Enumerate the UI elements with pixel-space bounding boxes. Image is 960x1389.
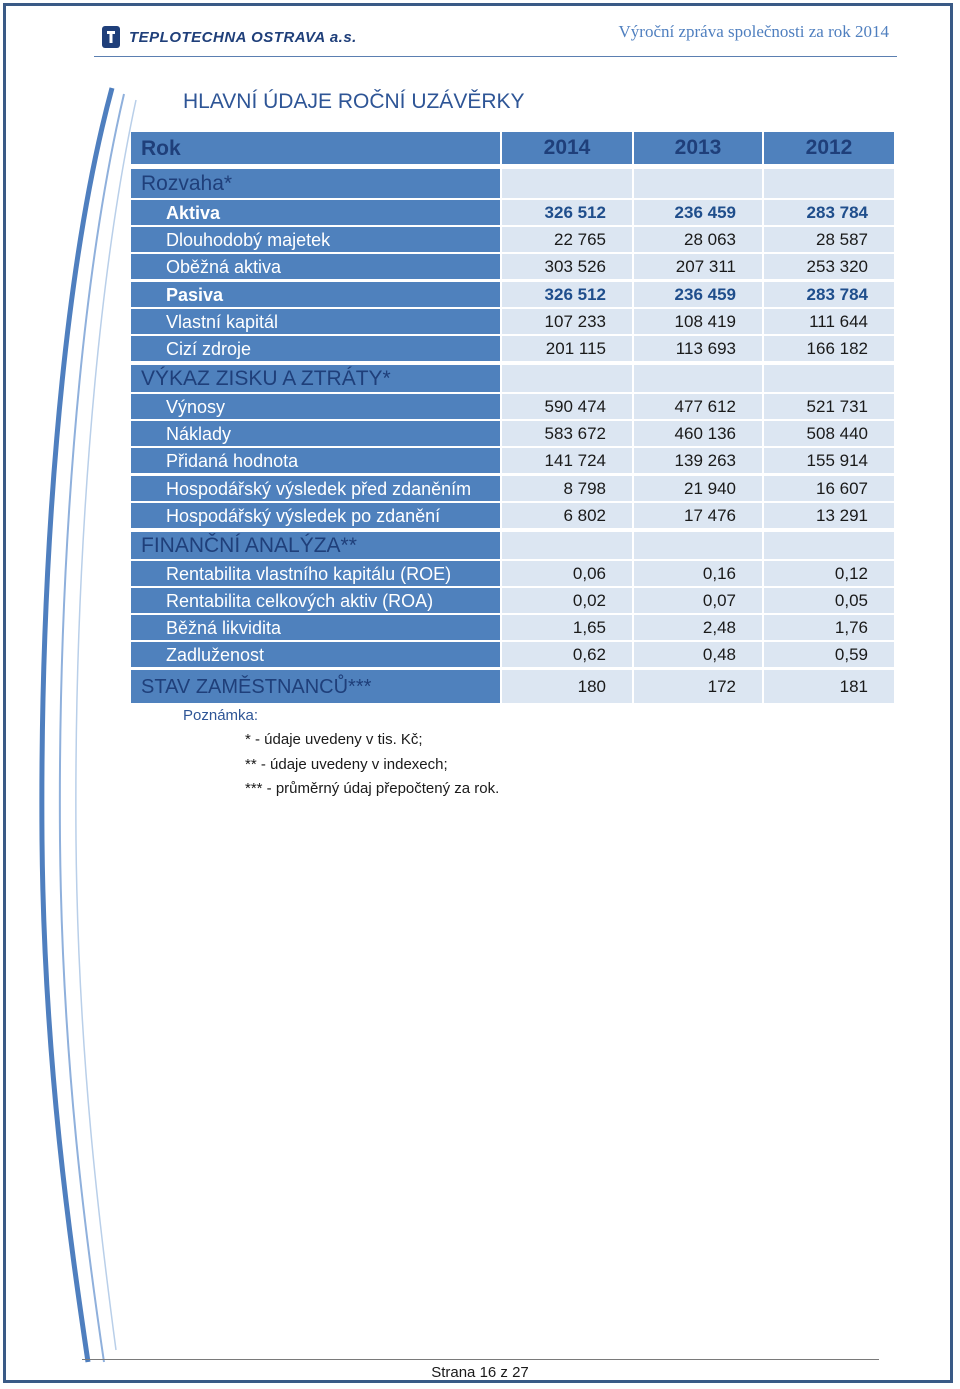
table-row [131, 532, 894, 559]
value-cell: 107 233 [502, 309, 632, 334]
note-line: *** - průměrný údaj přepočtený za rok. [245, 780, 500, 797]
value-cell: 583 672 [502, 421, 632, 446]
value-cell: 236 459 [634, 200, 762, 225]
value-cell [764, 365, 894, 392]
value-cell: 0,06 [502, 561, 632, 586]
row-label: Výnosy [131, 394, 500, 419]
value-cell: 207 311 [634, 254, 762, 279]
value-cell: 155 914 [764, 448, 894, 473]
row-label: Rozvaha* [131, 169, 500, 198]
year-header-cell: 2013 [634, 132, 762, 164]
value-cell: 2,48 [634, 615, 762, 640]
row-label: Dlouhodobý majetek [131, 227, 500, 252]
notes-title: Poznámka: [183, 707, 259, 724]
value-cell: 22 765 [502, 227, 632, 252]
value-cell: 13 291 [764, 503, 894, 528]
value-cell: 181 [764, 670, 894, 703]
value-cell: 0,59 [764, 642, 894, 667]
table-row [131, 227, 894, 252]
value-cell: 326 512 [502, 282, 632, 307]
value-cell: 477 612 [634, 394, 762, 419]
value-cell: 0,62 [502, 642, 632, 667]
table-row [131, 561, 894, 586]
value-cell: 326 512 [502, 200, 632, 225]
value-cell [634, 365, 762, 392]
value-cell: 180 [502, 670, 632, 703]
value-cell: 0,48 [634, 642, 762, 667]
page-number: Strana 16 z 27 [431, 1364, 529, 1381]
company-name: TEPLOTECHNA OSTRAVA a.s. [129, 28, 357, 46]
value-cell [634, 532, 762, 559]
value-cell: 28 587 [764, 227, 894, 252]
row-label: Rentabilita vlastního kapitálu (ROE) [131, 561, 500, 586]
value-cell: 0,12 [764, 561, 894, 586]
row-label: Cizí zdroje [131, 336, 500, 361]
table-row [131, 200, 894, 225]
row-label: Přidaná hodnota [131, 448, 500, 473]
footer-divider [82, 1359, 879, 1360]
value-cell: 0,07 [634, 588, 762, 613]
year-header-cell: 2014 [502, 132, 632, 164]
value-cell: 16 607 [764, 476, 894, 501]
row-label: FINANČNÍ ANALÝZA** [131, 532, 500, 559]
table-row [131, 394, 894, 419]
value-cell: 0,05 [764, 588, 894, 613]
value-cell: 8 798 [502, 476, 632, 501]
note-line: ** - údaje uvedeny v indexech; [245, 756, 448, 773]
value-cell: 166 182 [764, 336, 894, 361]
value-cell [502, 532, 632, 559]
table-row [131, 254, 894, 279]
table-row [131, 421, 894, 446]
value-cell [634, 169, 762, 198]
row-label: STAV ZAMĚSTNANCŮ*** [131, 670, 500, 703]
row-label: Běžná likvidita [131, 615, 500, 640]
value-cell: 141 724 [502, 448, 632, 473]
company-logo [101, 24, 357, 50]
report-title: Výroční zpráva společnosti za rok 2014 [618, 22, 889, 41]
value-cell: 303 526 [502, 254, 632, 279]
value-cell: 21 940 [634, 476, 762, 501]
table-row [131, 448, 894, 473]
row-label: Vlastní kapitál [131, 309, 500, 334]
table-header-row [131, 132, 894, 164]
value-cell [502, 169, 632, 198]
table-row [131, 503, 894, 528]
value-cell: 0,02 [502, 588, 632, 613]
value-cell: 28 063 [634, 227, 762, 252]
value-cell: 283 784 [764, 200, 894, 225]
value-cell: 460 136 [634, 421, 762, 446]
value-cell: 1,65 [502, 615, 632, 640]
note-line: * - údaje uvedeny v tis. Kč; [245, 731, 423, 748]
column-header-label: Rok [131, 132, 500, 164]
row-label: Pasiva [131, 282, 500, 307]
value-cell: 283 784 [764, 282, 894, 307]
row-label: VÝKAZ ZISKU A ZTRÁTY* [131, 365, 500, 392]
value-cell: 1,76 [764, 615, 894, 640]
header-divider [94, 56, 897, 57]
row-label: Hospodářský výsledek před zdaněním [131, 476, 500, 501]
value-cell: 521 731 [764, 394, 894, 419]
value-cell: 108 419 [634, 309, 762, 334]
row-label: Náklady [131, 421, 500, 446]
value-cell: 111 644 [764, 309, 894, 334]
value-cell: 6 802 [502, 503, 632, 528]
value-cell: 0,16 [634, 561, 762, 586]
table-row [131, 476, 894, 501]
row-label: Hospodářský výsledek po zdanění [131, 503, 500, 528]
table-row [131, 670, 894, 703]
notes [183, 707, 500, 797]
value-cell: 236 459 [634, 282, 762, 307]
table-row [131, 615, 894, 640]
row-label: Zadluženost [131, 642, 500, 667]
section-title: HLAVNÍ ÚDAJE ROČNÍ UZÁVĚRKY [183, 90, 525, 113]
table-row [131, 282, 894, 307]
value-cell [764, 169, 894, 198]
logo-icon [101, 25, 121, 49]
row-label: Oběžná aktiva [131, 254, 500, 279]
value-cell: 201 115 [502, 336, 632, 361]
value-cell: 113 693 [634, 336, 762, 361]
table-row [131, 169, 894, 198]
value-cell [764, 532, 894, 559]
row-label: Rentabilita celkových aktiv (ROA) [131, 588, 500, 613]
value-cell: 172 [634, 670, 762, 703]
row-label: Aktiva [131, 200, 500, 225]
value-cell: 590 474 [502, 394, 632, 419]
year-header-cell: 2012 [764, 132, 894, 164]
table-row [131, 365, 894, 392]
value-cell: 253 320 [764, 254, 894, 279]
table-row [131, 336, 894, 361]
value-cell: 17 476 [634, 503, 762, 528]
value-cell: 139 263 [634, 448, 762, 473]
table-row [131, 642, 894, 667]
table-row [131, 588, 894, 613]
value-cell [502, 365, 632, 392]
table-row [131, 309, 894, 334]
value-cell: 508 440 [764, 421, 894, 446]
